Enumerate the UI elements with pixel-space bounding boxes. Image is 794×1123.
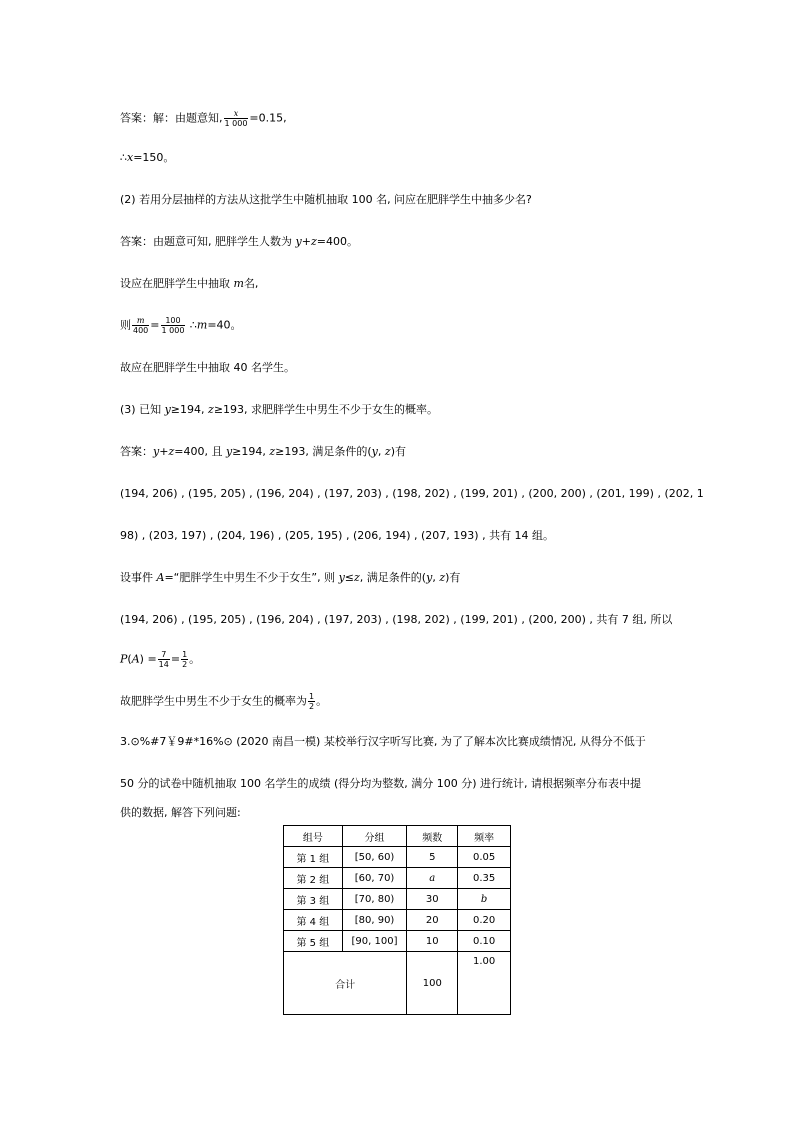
table-cell: 0.05 [458,847,511,868]
answer-2-proportion: 则 $\frac{m}{400}$ = $\frac{100}{1 000}$ ∴m=40。 [120,316,242,335]
answer-3: 答案：y+z=400, 且 y≥194, z≥193, 满足条件的(y, z)有 [120,445,406,458]
table-cell: [60, 70) [342,868,407,889]
header-cell: 频数 [407,826,458,847]
table-cell: 第 3 组 [284,889,343,910]
table-total-row [284,952,511,1015]
question-heading-line-1: 3.⊙%#7￥9#*16%⊙ (2020 南昌一模) 某校举行汉字听写比赛, 为了了解本次比赛成绩情况, 从得分不低于 [120,735,646,748]
answer-2-conclusion: 故应在肥胖学生中抽取 40 名学生。 [120,361,295,374]
fraction-x-over-1000: $\frac{x}{1 000}$ [224,109,248,128]
table-cell: 5 [407,847,458,868]
table-cell: a [407,868,458,889]
table-cell: b [458,889,511,910]
table-cell: 第 2 组 [284,868,343,889]
fraction-m-over-400: $\frac{m}{400}$ [133,316,149,335]
answer-2: 答案：由题意可知, 肥胖学生人数为 y+z=400。 [120,235,358,248]
table-row [284,889,511,910]
table-cell: 10 [407,931,458,952]
total-label-cell: 合计 [284,952,407,1015]
question-heading-line-3: 供的数据, 解答下列问题: [120,806,241,819]
answer-2-setup: 设应在肥胖学生中抽取 m名, [120,277,259,290]
probability-conclusion: 故肥胖学生中男生不少于女生的概率为 $\frac{1}{2}$ 。 [120,692,328,711]
answer-line-1: 答案：解：由题意知, $\frac{x}{1 000}$ =0.15, [120,109,287,128]
table-cell: 第 4 组 [284,910,343,931]
fraction-7-over-14: $\frac{7}{14}$ [158,650,169,669]
total-count-cell: 100 [407,952,458,1015]
answer-line-2: ∴x=150。 [120,151,175,164]
event-definition: 设事件 A=“肥胖学生中男生不少于女生”, 则 y≤z, 满足条件的(y, z)有 [120,571,461,584]
table-row [284,931,511,952]
table-row [284,868,511,889]
fraction-1-over-2: $\frac{1}{2}$ [182,650,188,669]
table-cell: 20 [407,910,458,931]
header-cell: 组号 [284,826,343,847]
pairs-list-3: (194, 206) , (195, 205) , (196, 204) , (197, 203) , (198, 202) , (199, 201) , (200, 200) , 共有 7 组, 所以 [120,613,673,626]
table-cell: 0.10 [458,931,511,952]
table-cell: 0.35 [458,868,511,889]
table-cell: 0.20 [458,910,511,931]
question-3: (3) 已知 y≥194, z≥193, 求肥胖学生中男生不少于女生的概率。 [120,403,439,416]
table-cell: [80, 90) [342,910,407,931]
frequency-distribution-table [283,825,511,1015]
fraction-1-over-2-conclusion: $\frac{1}{2}$ [309,692,315,711]
table-header-row [284,826,511,847]
table-cell: 第 5 组 [284,931,343,952]
fraction-100-over-1000: $\frac{100}{1 000}$ [161,316,185,335]
probability-formula: P(A) = $\frac{7}{14}$ = $\frac{1}{2}$ 。 [120,650,201,669]
header-cell: 分组 [342,826,407,847]
table-cell: [90, 100] [342,931,407,952]
table-cell: [70, 80) [342,889,407,910]
total-freq-cell: 1.00 [458,952,511,1015]
pairs-list-2: 98) , (203, 197) , (204, 196) , (205, 195) , (206, 194) , (207, 193) , 共有 14 组。 [120,529,555,542]
table-row [284,847,511,868]
table-row [284,910,511,931]
pairs-list-1: (194, 206) , (195, 205) , (196, 204) , (197, 203) , (198, 202) , (199, 201) , (200, 200) , (201, 199) , (202, 1 [120,487,704,500]
question-2: (2) 若用分层抽样的方法从这批学生中随机抽取 100 名, 问应在肥胖学生中抽多少名? [120,193,532,206]
table-cell: 30 [407,889,458,910]
table-cell: [50, 60) [342,847,407,868]
question-heading-line-2: 50 分的试卷中随机抽取 100 名学生的成绩 (得分均为整数, 满分 100 分) 进行统计, 请根据频率分布表中提 [120,777,642,790]
header-cell: 频率 [458,826,511,847]
table-cell: 第 1 组 [284,847,343,868]
